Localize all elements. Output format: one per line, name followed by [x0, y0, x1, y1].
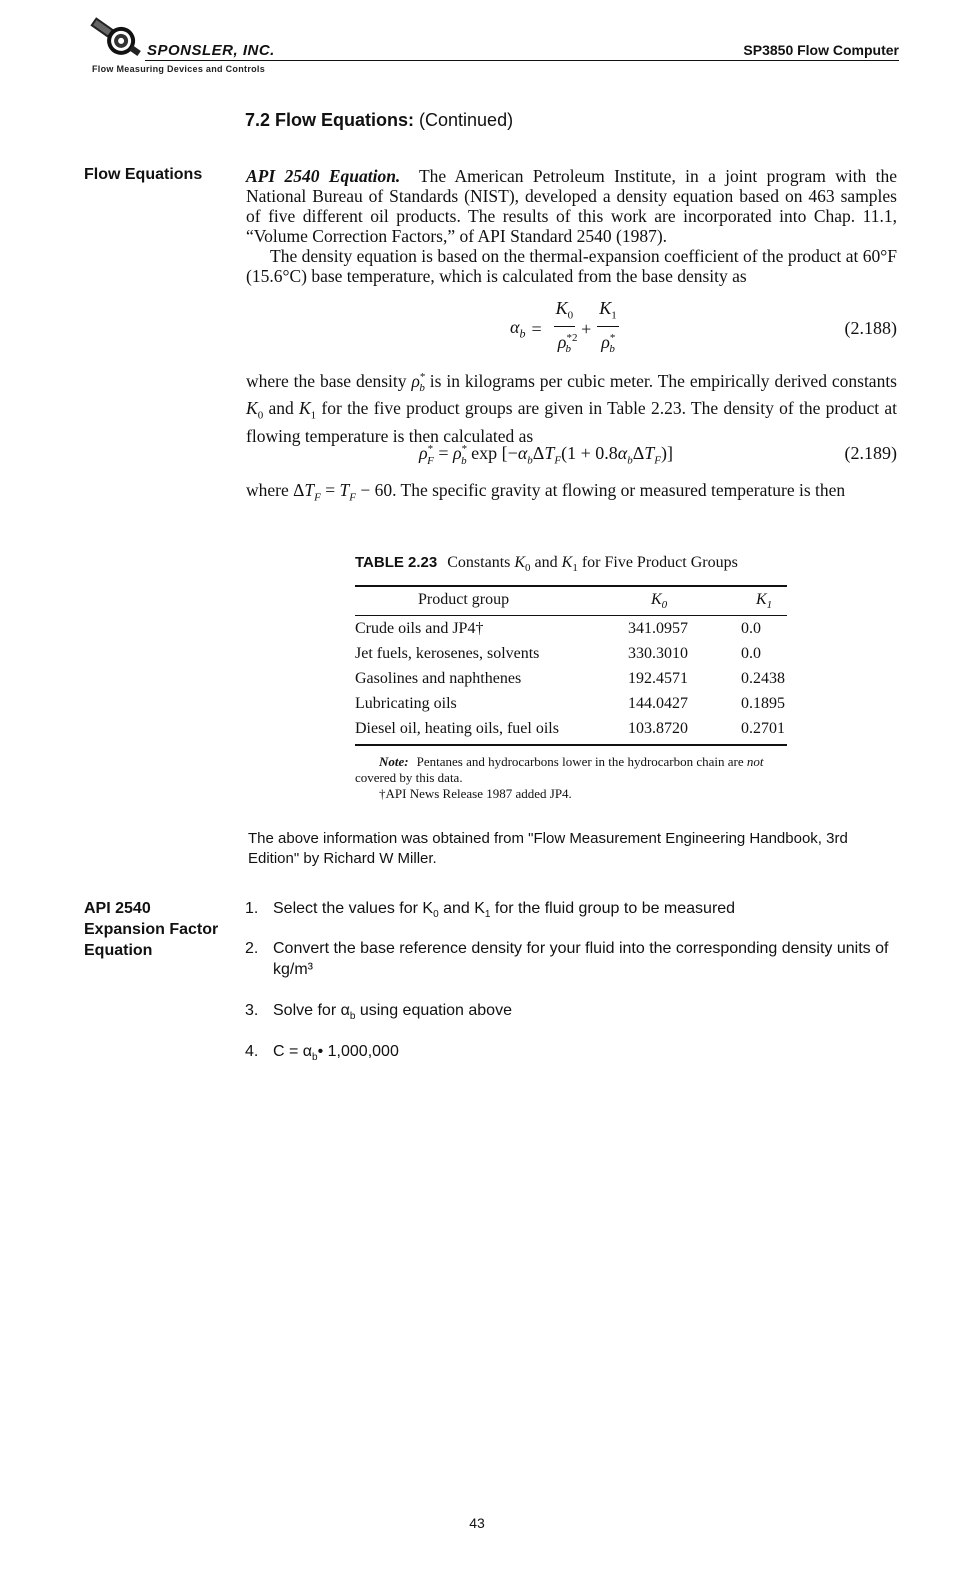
paragraph-text: The American Petroleum Institute, in a joint program with the National Bureau of Standards (NIST), developed a density equation based on 463 samples of five different oil products. The results of this work are incorporated into Chap. 11.1, “Volume Correction Factors,” of API Standard 2540 (1987).	[246, 166, 898, 246]
step-item	[245, 1041, 890, 1068]
flowmeter-logo-icon	[86, 16, 148, 60]
text-run: Pentanes and hydrocarbons lower in the hydrocarbon chain are	[416, 754, 747, 769]
step-text: Convert the base reference density for your fluid into the corresponding density units of kg/m³	[273, 940, 889, 978]
paragraph-api-2540	[246, 166, 897, 246]
text-run: not	[746, 754, 764, 769]
table-cell-k0: 330.3010	[628, 645, 688, 662]
step-number: 2.	[245, 940, 259, 957]
table-caption-id: TABLE 2.23	[355, 554, 438, 571]
table-footnote: †API News Release 1987 added JP4.	[379, 786, 572, 801]
table-cell-k0: 192.4571	[628, 670, 688, 687]
equation-number: (2.189)	[844, 443, 897, 463]
table-cell-k1: 0.0	[741, 645, 761, 662]
paragraph-density-equation: The density equation is based on the thermal-expansion coefficient of the product at 60°F (15.6°C) base temperature, which is calculated from the base density as	[246, 246, 897, 286]
table-cell-product: Diesel oil, heating oils, fuel oils	[355, 720, 559, 737]
table-cell-k1: 0.2701	[741, 720, 785, 737]
table-caption	[355, 554, 738, 574]
table-header-product-group: Product group	[418, 591, 510, 608]
table-cell-product: Jet fuels, kerosenes, solvents	[355, 645, 540, 662]
step-number: 1.	[245, 900, 259, 917]
text-run: and	[263, 398, 299, 419]
text-run: covered by this data.	[355, 770, 463, 785]
text-run: . The specific gravity at flowing or measured temperature is then	[392, 480, 846, 500]
side-label-api-2540	[84, 898, 244, 961]
paragraph-base-density: where the base density $\rho^*_b$ is in kilograms per cubic meter. The empirically derived constants $K_0$ and $K_1$ for the five product groups are given in Table 2.23. The density of the product at flowing temperature is then calculated as	[246, 370, 897, 446]
side-label-line: Expansion Factor	[84, 921, 219, 938]
text-run: Solve for α	[273, 1002, 350, 1019]
table-cell-product: Crude oils and JP4†	[355, 620, 484, 637]
paragraph-lead: API 2540 Equation.	[246, 166, 401, 186]
table-cell-product: Gasolines and naphthenes	[355, 670, 522, 687]
step-item	[245, 1000, 890, 1027]
section-heading	[245, 110, 513, 131]
side-label-line: Equation	[84, 942, 153, 959]
table-cell-k1: 0.2438	[741, 670, 785, 687]
table-cell-k1: 0.0	[741, 620, 761, 637]
table-rule	[355, 615, 787, 616]
table-header-k0: $K_0$	[651, 591, 668, 612]
table-cell-k1: 0.1895	[741, 695, 785, 712]
step-text: Select the values for $K_0$ and $K_1$ for the fluid group to be measured	[273, 900, 736, 921]
side-label-flow-equations: Flow Equations	[84, 166, 203, 183]
step-item	[245, 938, 890, 980]
table-rule	[355, 585, 787, 587]
company-tagline: Flow Measuring Devices and Controls	[92, 64, 266, 74]
header-divider	[145, 60, 899, 61]
text-run: and K	[438, 900, 485, 917]
table-cell-k0: 103.8720	[628, 720, 688, 737]
step-number: 4.	[245, 1043, 259, 1060]
text-run: • 1,000,000	[317, 1043, 399, 1060]
table-cell-k0: 341.0957	[628, 620, 688, 637]
text-run: Select the values for K	[273, 900, 434, 917]
step-text: $C = \alpha_b•$ 1,000,000	[273, 1043, 399, 1064]
table-cell-product: Lubricating oils	[355, 695, 457, 712]
text-run: C = α	[273, 1043, 313, 1060]
section-heading-number: 7.2 Flow Equations:	[245, 110, 415, 130]
step-item	[245, 898, 890, 925]
step-text: Solve for $\alpha_b$ using equation above	[273, 1002, 512, 1023]
table-header-k1: $K_1$	[756, 591, 773, 612]
text-run: where the base density	[246, 370, 412, 391]
text-run: for the five product groups are given in Table 2.23. The density of the product at flowing temperature is then calculated as	[246, 398, 897, 446]
text-run: is in kilograms per cubic meter. The empirically derived constants	[424, 370, 897, 391]
table-cell-k0: 144.0427	[628, 695, 688, 712]
paragraph-specific-gravity: where $\Delta T_F = T_F - 60$. The specific gravity at flowing or measured temperature is then	[246, 480, 846, 504]
text-run: where	[246, 480, 294, 500]
table-rule	[355, 744, 787, 746]
source-citation: The above information was obtained from "Flow Measurement Engineering Handbook, 3rd Edition" by Richard W Miller.	[248, 830, 848, 867]
table-note-label: Note:	[379, 754, 409, 769]
side-label-line: API 2540	[84, 900, 151, 917]
company-name: SPONSLER, INC.	[147, 42, 275, 59]
equation-2-188: $\alpha_b$ = $\frac{K_0}{\rho^{*2}_b}$ + $\frac{K_1}{\rho^*_b}$	[510, 297, 617, 356]
table-note	[355, 754, 787, 802]
text-run: using equation above	[355, 1002, 512, 1019]
text-run: for the fluid group to be measured	[490, 900, 736, 917]
document-title: SP3850 Flow Computer	[743, 42, 899, 58]
equation-2-189: $\rho^*_F = \rho^*_b$ $\exp [-\alpha_b\Delta T_F(1 + 0.8\alpha_b\Delta T_F)]$	[419, 443, 674, 467]
table-caption-text: Constants $K_0$ and $K_1$ for Five Product Groups	[447, 554, 738, 575]
page-number: 43	[469, 1515, 485, 1531]
section-heading-suffix: (Continued)	[414, 110, 514, 130]
equation-number: (2.188)	[844, 318, 897, 338]
step-number: 3.	[245, 1002, 259, 1019]
